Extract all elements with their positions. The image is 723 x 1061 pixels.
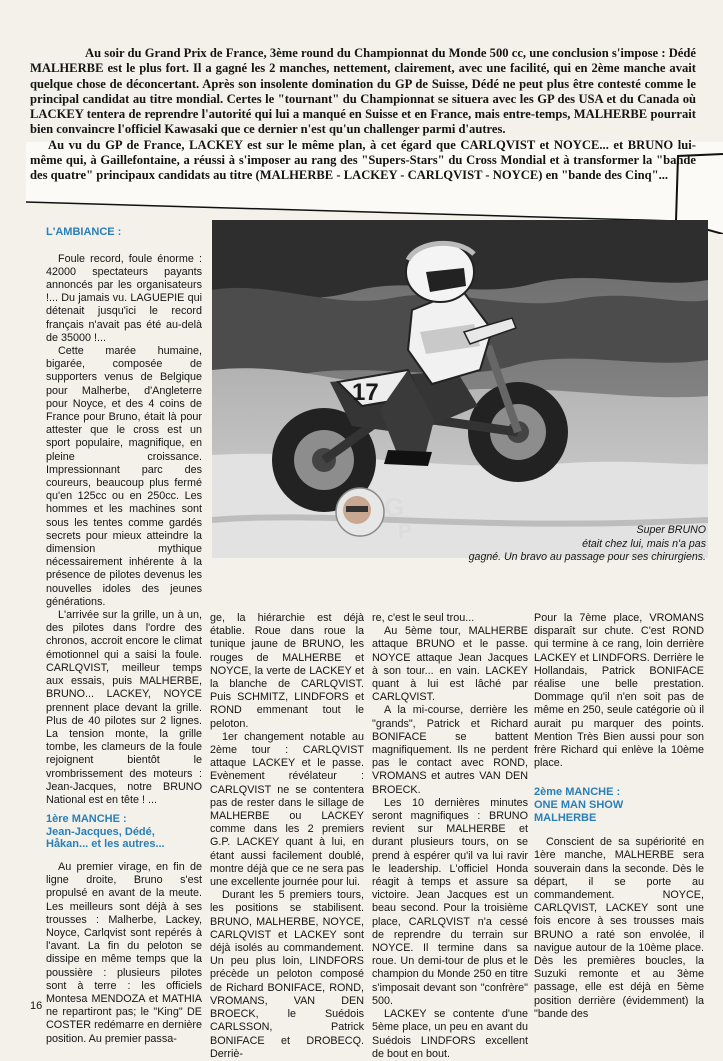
intro-text [30, 46, 696, 184]
paragraph: L'arrivée sur la grille, un à un, des pilotes dans l'ordre des chronos, accroit encore le climat émotionnel qui a saisi la foule. CARLQVIST, meilleur temps aux essais, puis MALHERBE, BRUNO... LACKEY, NOYCE prennent place devant la grille. Plus de 40 pilotes sur 2 lignes. La tension monte, la grille tombe, les clameurs de la foule rejoignent bientôt le vrombrissement des moteurs : Jean-Jacques, notre BRUNO National est en tête ! ... [46, 609, 202, 806]
paragraph: Au 5ème tour, MALHERBE attaque BRUNO et le passe. NOYCE attaque Jean Jacques à son tour... en vain. LACKEY quant à lui est lâché par CARLQVIST. [372, 625, 528, 704]
intro-block [0, 46, 723, 234]
column-3 [372, 612, 528, 1061]
intro-paragraph: Au vu du GP de France, LACKEY est sur le même plan, à cet égard que CARLQVIST et NOYCE... et BRUNO lui-même qui, à Gaillefontaine, a réussi à s'imposer au rang des "Supers-Stars" du Cross Mondial et à transformer la "bande des quatre" principaux candidats au titre (MALHERBE - LACKEY - CARLQVIST - NOYCE) en "bande des Cinq"... [30, 137, 696, 183]
paragraph: Durant les 5 premiers tours, les positions se stabilisent. BRUNO, MALHERBE, NOYCE, CARLQVIST et LACKEY sont déjà isolés au commandement. Un peu plus loin, LINDFORS précède un peloton composé de Richard BONIFACE, ROND, VROMANS, VAN DEN BROECK, le Suédois CARLSSON, Patrick BONIFACE et DROBECQ. Derriè- [210, 889, 364, 1060]
photo-caption [390, 524, 706, 565]
bib-number: 17 [352, 379, 379, 406]
column-2 [210, 612, 364, 1061]
section-heading-manche-1: 1ère MANCHE : Jean-Jacques, Dédé, Håkan... et les autres... [46, 813, 165, 851]
caption-line: gagné. Un bravo au passage pour ses chirurgiens. [468, 551, 706, 564]
intro-paragraph: Au soir du Grand Prix de France, 3ème round du Championnat du Monde 500 cc, une conclusion s'impose : Dédé MALHERBE est le plus fort. Il a gagné les 2 manches, nettement, clairement, avec une facilité, qui en 2ème manche avait quelque chose de déconcertant. Après son insolente domination du GP de Suisse, Dédé ne peut plus être contesté comme le principal candidat au titre mondial. Certes le "tournant" du Championnat se situera avec les GP des USA et du Canada où LACKEY tentera de reprendre l'autorité qui lui a manqué en Suisse et en France, mais entre-temps, MALHERBE pourrait bien convaincre l'officiel Kawasaki que ce dernier n'est qu'un challenger parmi d'autres. [30, 46, 696, 137]
paragraph: Pour la 7ème place, VROMANS disparaît sur chute. C'est ROND qui termine à ce rang, loin derrière LACKEY et LINDFORS. Derrière le Hollandais, Patrick BONIFACE réalise une belle prestation. Dommage qu'il n'en soit pas de même en 250, seule catégorie où il aurait pu marquer des points. Mention Très Bien aussi pour son frère Richard qui enlève la 10ème place. [534, 612, 704, 770]
caption-line: était chez lui, mais n'a pas [582, 537, 706, 550]
motocross-photo [212, 220, 708, 558]
page-number: 16 [30, 1000, 43, 1012]
paragraph: ge, la hiérarchie est déjà établie. Roue dans roue la tunique jaune de BRUNO, les rouges de MALHERBE et NOYCE, la verte de LACKEY et la blanche de CARLQVIST. Puis SCHMITZ, LINDFORS et ROND emmenant tout le peloton. [210, 612, 364, 730]
section-heading-ambiance: L'AMBIANCE : [46, 226, 122, 238]
paragraph: Cette marée humaine, bigarée, composée de supporters venus de Belgique pour Malherbe, d'Angleterre pour Noyce, et des 4 coins de France pour Bruno, était là pour attester que le cross est un sport populaire, magnifique, en pleine croissance. Impressionnant parc des coureurs, beaucoup plus fermé qu'en 125cc ou en 250cc. Les hommes et les machines sont sous les tentes comme gardés secrets pour mieux atteindre la dimension mythique nécessairement inhérente à la présence de pilotes devenus les nouvelles idoles des jeunes générations. [46, 345, 202, 608]
section-heading-manche-2: 2ème MANCHE : ONE MAN SHOW MALHERBE [534, 786, 624, 824]
caption-title: Super BRUNO [636, 524, 706, 536]
paragraph: Foule record, foule énorme : 42000 spectateurs payants annoncés par les organisateurs !... Du jamais vu. LAGUEPIE qui détenait jusqu'ici le record français n'avait pas été au-delà de 35000 !... [46, 252, 202, 344]
column-4 [534, 612, 704, 1021]
paragraph: Conscient de sa supériorité en 1ère manche, MALHERBE sera souverain dans la seconde. Dès le départ, il se porte au commandement. NOYCE, CARLQVIST, LACKEY sont une fois encore à ses trousses mais BRUNO a raté son envolée, il navigue autour de la 10ème place. Dès les premières boucles, la Suzuki remonte et au 3ème passage, elle est déjà en 5ème position derrière (évidemment) la "bande des [534, 836, 704, 1020]
paragraph: 1er changement notable au 2ème tour : CARLQVIST attaque LACKEY et le passe. Evènement révélateur : CARLQVIST ne se contentera pas de rester dans le sillage de MALHERBE ou LACKEY comme dans les 2 premiers G.P. LACKEY quant à lui, en étant aussi facilement doublé, montre déjà que ce ne sera pas une excellente journée pour lui. [210, 730, 364, 889]
paragraph: Les 10 dernières minutes seront magnifiques : BRUNO revient sur MALHERBE et durant plusieurs tours, on se prend à espérer qu'il va lui ravir le leadership. L'officiel Honda réagit à temps et assure sa victoire. Jean Jacques est un beau second. Pour la troisième place, CARLQVIST n'a cessé de reprendre du terrain sur NOYCE. Il termine dans sa roue. Un demi-tour de plus et le champion du Monde 250 en titre s'imposait devant son "confrère" 500. [372, 796, 528, 1007]
column-1 [46, 226, 202, 1046]
paragraph: re, c'est le seul trou... [372, 612, 475, 624]
stamp-letter: P [398, 521, 412, 543]
main-photo [212, 220, 708, 558]
paragraph: A la mi-course, derrière les "grands", Patrick et Richard BONIFACE se battent magnifiquement. Ils ne perdent pas le contact avec ROND, VROMANS et autres VAN DEN BROECK. [372, 704, 528, 796]
paragraph: Au premier virage, en fin de ligne droite, Bruno s'est propulsé en avant de la meute. Les meilleurs sont déjà à ses trousses : Malherbe, Lackey, Noyce, Carlqvist sont repérés à l'avant. La fin du peloton se dissipe en même temps que la poussière : plusieurs pilotes sont à terre : les officiels Montesa MENDOZA et MATHIA ne repartiront pas; le "King" DE COSTER redémarre en dernière position. Au premier passa- [46, 860, 202, 1045]
paragraph: LACKEY se contente d'une 5ème place, un peu en avant du Suédois LINDFORS excellent de bout en bout. [372, 1008, 528, 1060]
stamp-letter: G [384, 492, 405, 522]
